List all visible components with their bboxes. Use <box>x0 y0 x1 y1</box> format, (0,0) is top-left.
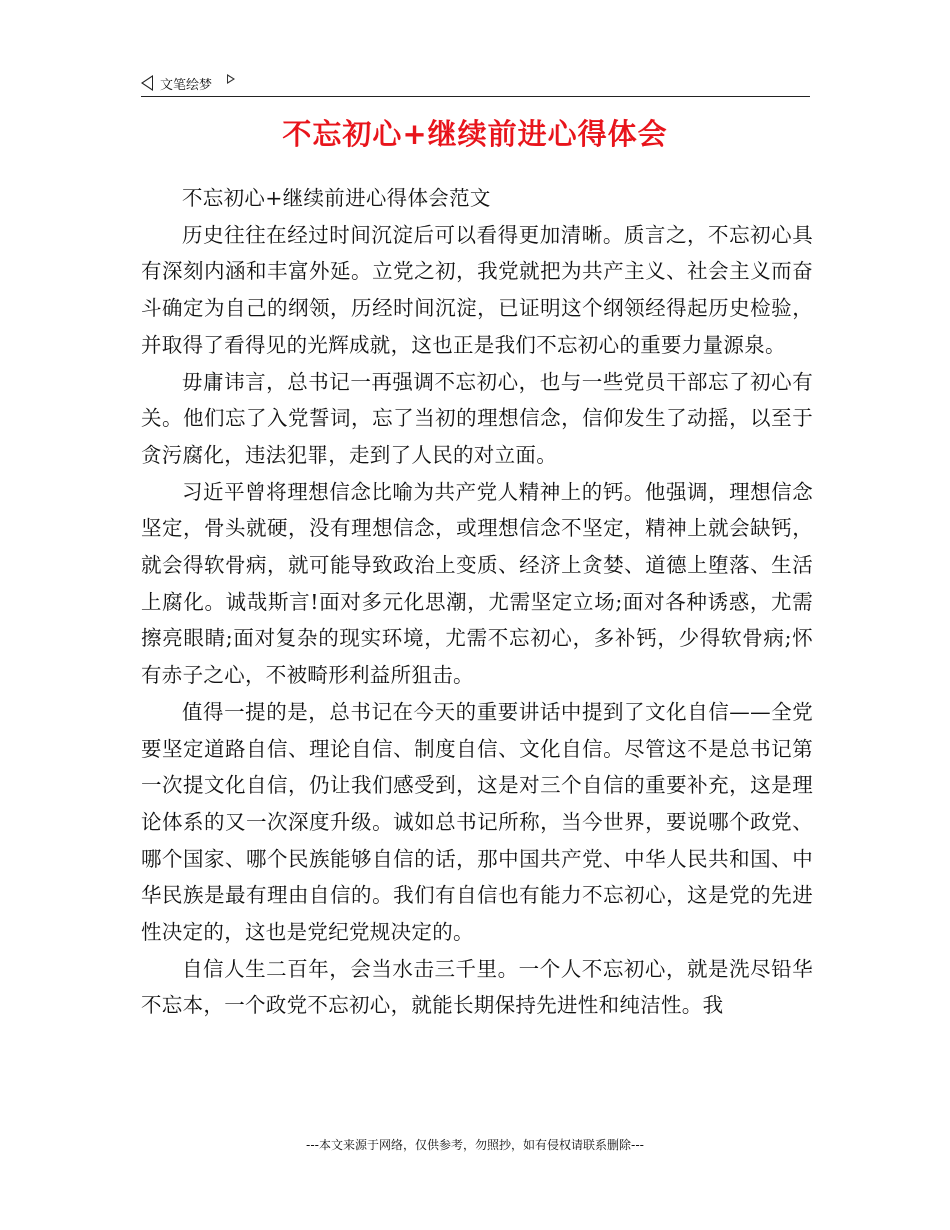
paragraph-subtitle: 不忘初心+继续前进心得体会范文 <box>182 186 491 210</box>
triangle-right-icon <box>227 74 235 84</box>
triangle-left-icon <box>141 75 153 91</box>
document-title: 不忘初心+继续前进心得体会 <box>282 117 668 151</box>
paragraph: 毋庸讳言，总书记一再强调不忘初心，也与一些党员干部忘了初心有关。他们忘了入党誓词，忘了当初的理想信念，信仰发生了动摇，以至于贪污腐化，违法犯罪，走到了人民的对立面。 <box>141 369 813 467</box>
paragraph: 历史往往在经过时间沉淀后可以看得更加清晰。质言之，不忘初心具有深刻内涵和丰富外延。立党之初，我党就把为共产主义、社会主义而奋斗确定为自己的纲领，历经时间沉淀，已证明这个纲领经得起历史检验，并取得了看得见的光辉成就，这也正是我们不忘初心的重要力量源泉。 <box>141 222 813 357</box>
paragraph: 值得一提的是，总书记在今天的重要讲话中提到了文化自信——全党要坚定道路自信、理论自信、制度自信、文化自信。尽管这不是总书记第一次提文化自信，仍让我们感受到，这是对三个自信的重要补充，这是理论体系的又一次深度升级。诚如总书记所称，当今世界，要说哪个政党、哪个国家、哪个民族能够自信的话，那中国共产党、中华人民共和国、中华民族是最有理由自信的。我们有自信也有能力不忘初心，这是党的先进性决定的，这也是党纪党规决定的。 <box>141 699 813 945</box>
paragraph: 自信人生二百年，会当水击三千里。一个人不忘初心，就是洗尽铅华不忘本，一个政党不忘初心，就能长期保持先进性和纯洁性。我 <box>141 956 813 1018</box>
page-header <box>141 72 810 97</box>
document-body <box>141 180 813 1024</box>
brand-label: 文笔绘梦 <box>160 78 213 93</box>
footer-disclaimer: ---本文来源于网络，仅供参考，勿照抄，如有侵权请联系删除--- <box>306 1138 644 1152</box>
paragraph: 习近平曾将理想信念比喻为共产党人精神上的钙。他强调，理想信念坚定，骨头就硬，没有理想信念，或理想信念不坚定，精神上就会缺钙，就会得软骨病，就可能导致政治上变质、经济上贪婪、道德上堕落、生活上腐化。诚哉斯言!面对多元化思潮，尤需坚定立场;面对各种诱惑，尤需擦亮眼睛;面对复杂的现实环境，尤需不忘初心，多补钙，少得软骨病;怀有赤子之心，不被畸形利益所狙击。 <box>141 479 813 688</box>
